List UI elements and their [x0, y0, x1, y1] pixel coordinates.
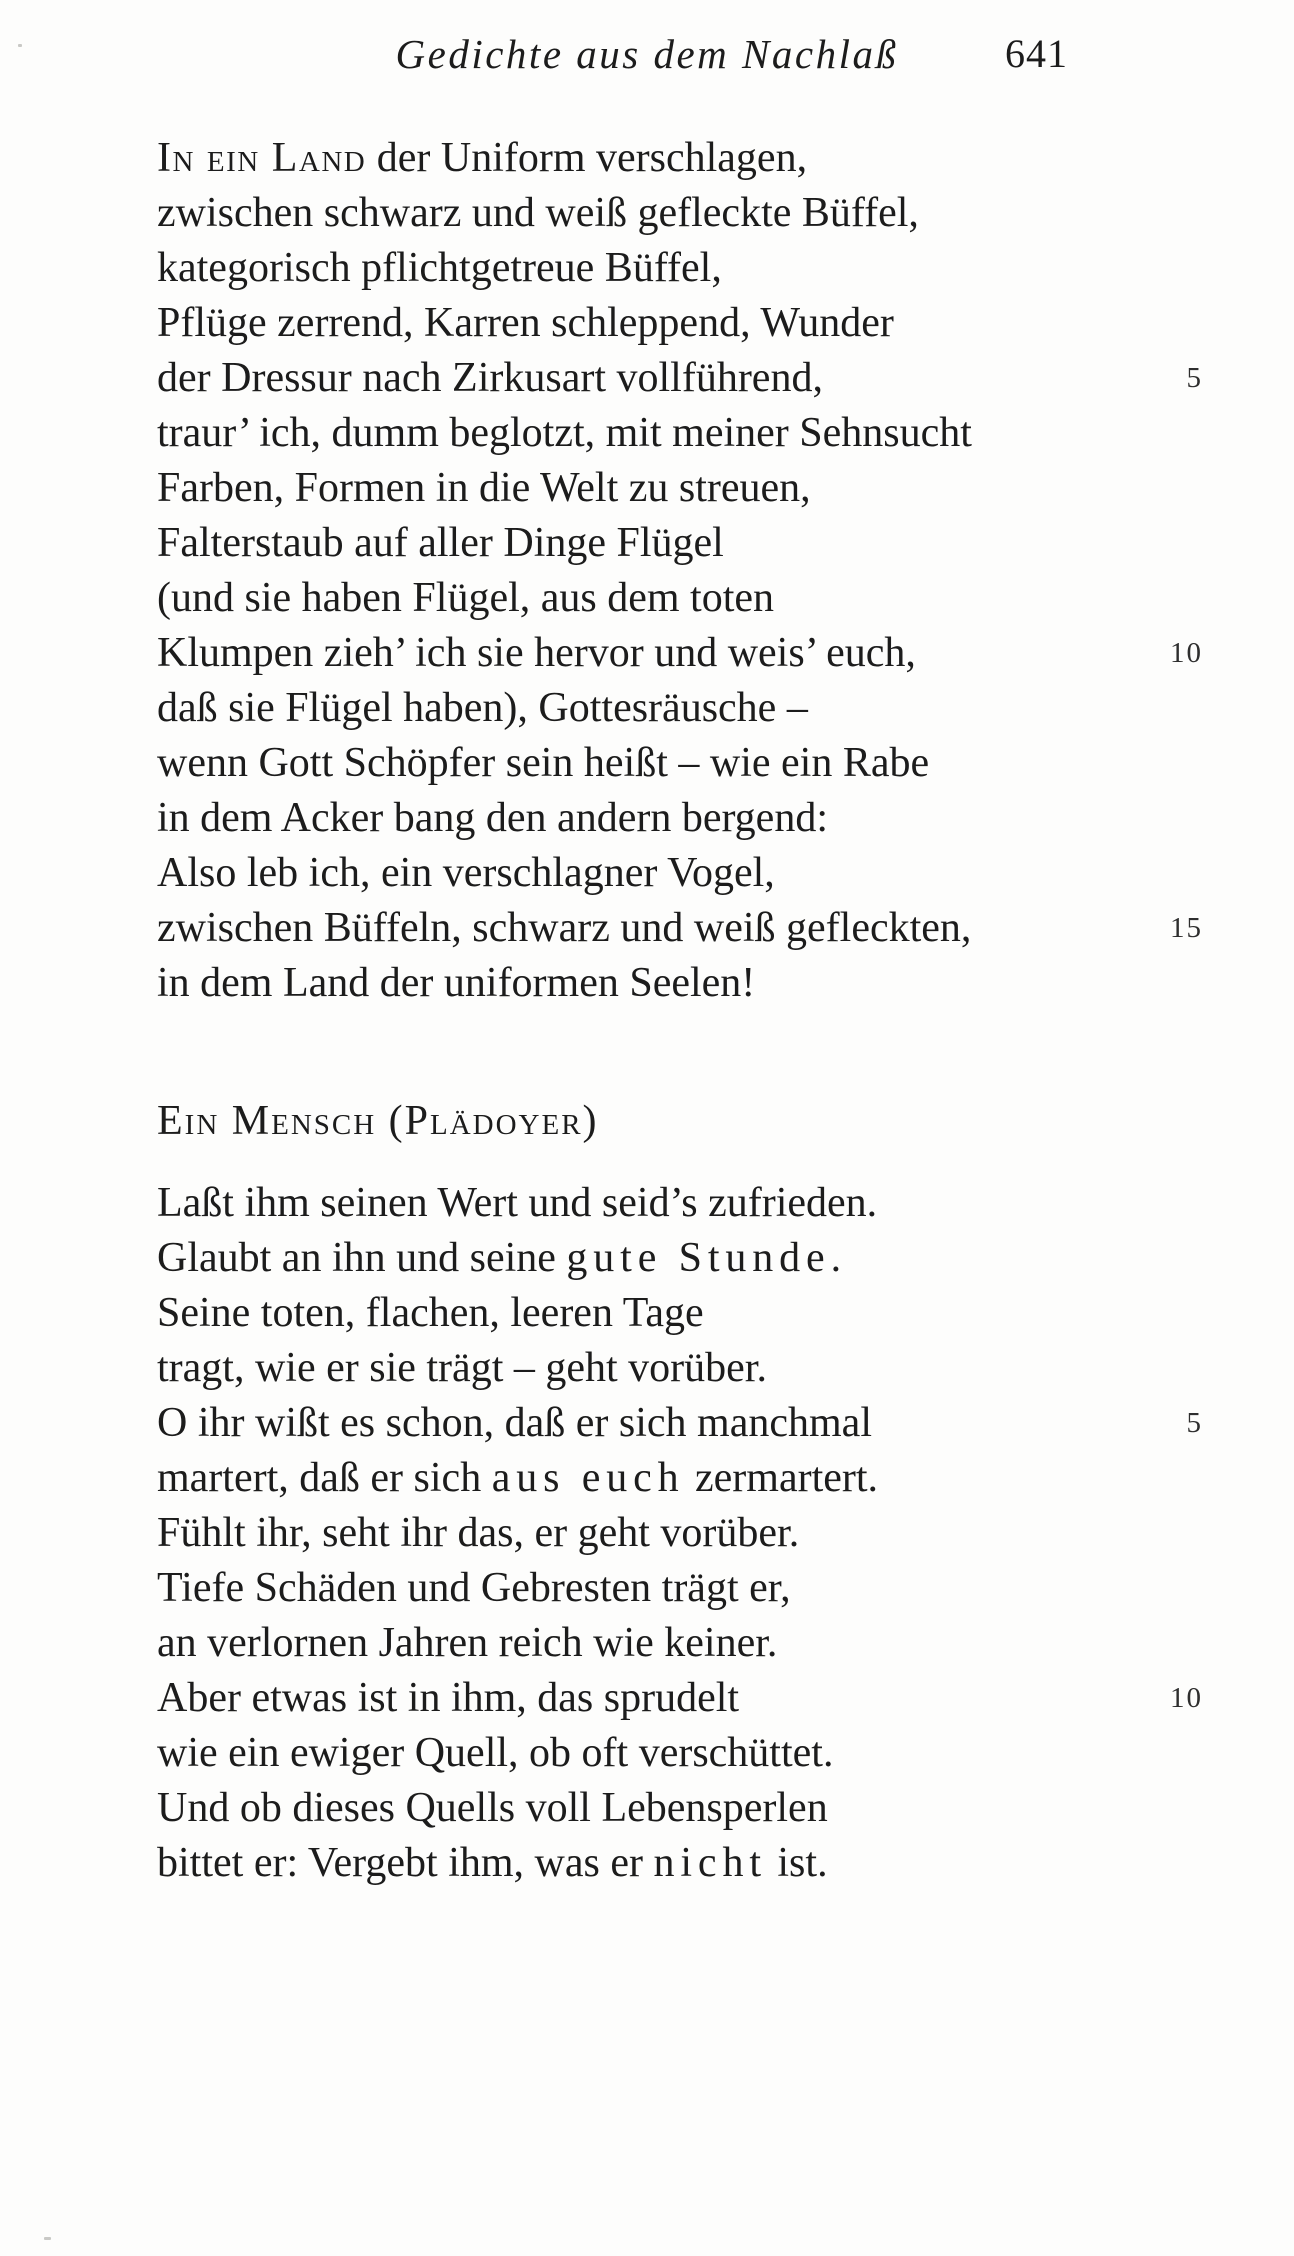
- verse-line-number: 10: [1170, 1682, 1203, 1714]
- verse-text: Aber etwas ist in ihm, das sprudelt: [157, 1675, 740, 1721]
- verse-line: [157, 241, 1203, 296]
- verse-text: traur’ ich, dumm beglotzt, mit meiner Sehnsucht: [157, 410, 972, 456]
- verse-line: [157, 681, 1203, 736]
- verse-line-number: [1155, 846, 1203, 901]
- verse-text: daß sie Flügel haben), Gottesräusche –: [157, 685, 808, 731]
- verse-line-number: [1155, 516, 1203, 571]
- verse-line: [157, 186, 1203, 241]
- verse-text: Klumpen zieh’ ich sie hervor und weis’ euch,: [157, 630, 916, 676]
- verse-text: Pflüge zerrend, Karren schleppend, Wunder: [157, 300, 894, 346]
- verse-line-number: [1155, 1506, 1203, 1561]
- verse-line: [157, 516, 1203, 571]
- verse-text: wie ein ewiger Quell, ob oft verschüttet.: [157, 1730, 834, 1776]
- verse-line: [157, 901, 1203, 956]
- verse-text: in dem Land der uniformen Seelen!: [157, 960, 756, 1006]
- verse-text: bittet er: Vergebt ihm, was er nicht ist.: [157, 1840, 828, 1886]
- verse-line-number: 10: [1170, 637, 1203, 669]
- verse-text: Fühlt ihr, seht ihr das, er geht vorüber.: [157, 1510, 800, 1556]
- verse-text: martert, daß er sich aus euch zermartert.: [157, 1455, 879, 1501]
- verse-line: [157, 1451, 1203, 1506]
- verse-line-number: 5: [1186, 362, 1203, 394]
- verse-text: Laßt ihm seinen Wert und seid’s zufrieden.: [157, 1180, 878, 1226]
- verse-text: zwischen Büffeln, schwarz und weiß gefleckten,: [157, 905, 972, 951]
- verse-line-number: 15: [1170, 912, 1203, 944]
- verse-line: [157, 1506, 1203, 1561]
- verse-line: [157, 1561, 1203, 1616]
- verse-line-number: [1155, 791, 1203, 846]
- verse-line-number: [1155, 1341, 1203, 1396]
- verse-text: O ihr wißt es schon, daß er sich manchmal: [157, 1400, 872, 1446]
- verse-text: tragt, wie er sie trägt – geht vorüber.: [157, 1345, 767, 1391]
- verse-line-number: [1155, 1561, 1203, 1616]
- verse-line-number: [1155, 1451, 1203, 1506]
- verse-line: [157, 1836, 1203, 1891]
- verse-text: in dem Acker bang den andern bergend:: [157, 795, 828, 841]
- verse-line-number: [1155, 1176, 1203, 1231]
- verse-line: [157, 1231, 1203, 1286]
- verse-text: kategorisch pflichtgetreue Büffel,: [157, 245, 722, 291]
- verse-line: [157, 351, 1203, 406]
- verse-text: der Dressur nach Zirkusart vollführend,: [157, 355, 823, 401]
- verse-text: Seine toten, flachen, leeren Tage: [157, 1290, 704, 1336]
- verse-line-number: [1155, 1616, 1203, 1671]
- scan-speck: [18, 44, 22, 47]
- verse-line-number: 5: [1186, 1407, 1203, 1439]
- verse-line-number: [1155, 461, 1203, 516]
- verse-text: wenn Gott Schöpfer sein heißt – wie ein Rabe: [157, 740, 930, 786]
- verse-text: Farben, Formen in die Welt zu streuen,: [157, 465, 811, 511]
- verse-line-number: [1155, 241, 1203, 296]
- verse-line: [157, 1671, 1203, 1726]
- verse-text: zwischen schwarz und weiß gefleckte Büffel,: [157, 190, 919, 236]
- verse-line: [157, 846, 1203, 901]
- verse-line: [157, 1176, 1203, 1231]
- verse-line: [157, 956, 1203, 1011]
- verse-line-number: [1155, 736, 1203, 791]
- poem-ein-mensch-title: Ein Mensch (Plädoyer): [157, 1098, 599, 1144]
- verse-line-number: [1155, 186, 1203, 241]
- page-header: [0, 30, 1294, 84]
- verse-text: Falterstaub auf aller Dinge Flügel: [157, 520, 724, 566]
- verse-line: [157, 1286, 1203, 1341]
- verse-text: Und ob dieses Quells voll Lebensperlen: [157, 1785, 828, 1831]
- verse-line: [157, 791, 1203, 846]
- page-number: 641: [1005, 31, 1068, 76]
- verse-line-number: [1155, 296, 1203, 351]
- verse-line-number: [1155, 571, 1203, 626]
- verse-line: [157, 1396, 1203, 1451]
- verse-text: Glaubt an ihn und seine gute Stunde.: [157, 1235, 842, 1281]
- poem-in-ein-land: [157, 131, 1203, 1011]
- verse-text: In ein Land der Uniform verschlagen,: [157, 135, 808, 181]
- verse-line-number: [1155, 131, 1203, 186]
- poem-ein-mensch: [157, 1176, 1203, 1891]
- verse-line: [157, 571, 1203, 626]
- verse-line-number: [1155, 1781, 1203, 1836]
- verse-line-number: [1155, 406, 1203, 461]
- verse-line-number: [1155, 1726, 1203, 1781]
- verse-line: [157, 1341, 1203, 1396]
- verse-line: [157, 626, 1203, 681]
- verse-text: an verlornen Jahren reich wie keiner.: [157, 1620, 778, 1666]
- scan-speck: [44, 2237, 51, 2240]
- running-title: Gedichte aus dem Nachlaß: [395, 31, 899, 77]
- verse-line: [157, 296, 1203, 351]
- verse-line: [157, 131, 1203, 186]
- verse-line-number: [1155, 1836, 1203, 1891]
- verse-line: [157, 736, 1203, 791]
- verse-text: (und sie haben Flügel, aus dem toten: [157, 575, 775, 621]
- verse-line: [157, 1616, 1203, 1671]
- verse-line: [157, 406, 1203, 461]
- verse-text: Also leb ich, ein verschlagner Vogel,: [157, 850, 775, 896]
- verse-line-number: [1155, 1231, 1203, 1286]
- verse-line-number: [1155, 681, 1203, 736]
- verse-line-number: [1155, 1286, 1203, 1341]
- verse-text: Tiefe Schäden und Gebresten trägt er,: [157, 1565, 791, 1611]
- verse-line: [157, 1781, 1203, 1836]
- verse-line-number: [1155, 956, 1203, 1011]
- verse-line: [157, 1726, 1203, 1781]
- verse-line: [157, 461, 1203, 516]
